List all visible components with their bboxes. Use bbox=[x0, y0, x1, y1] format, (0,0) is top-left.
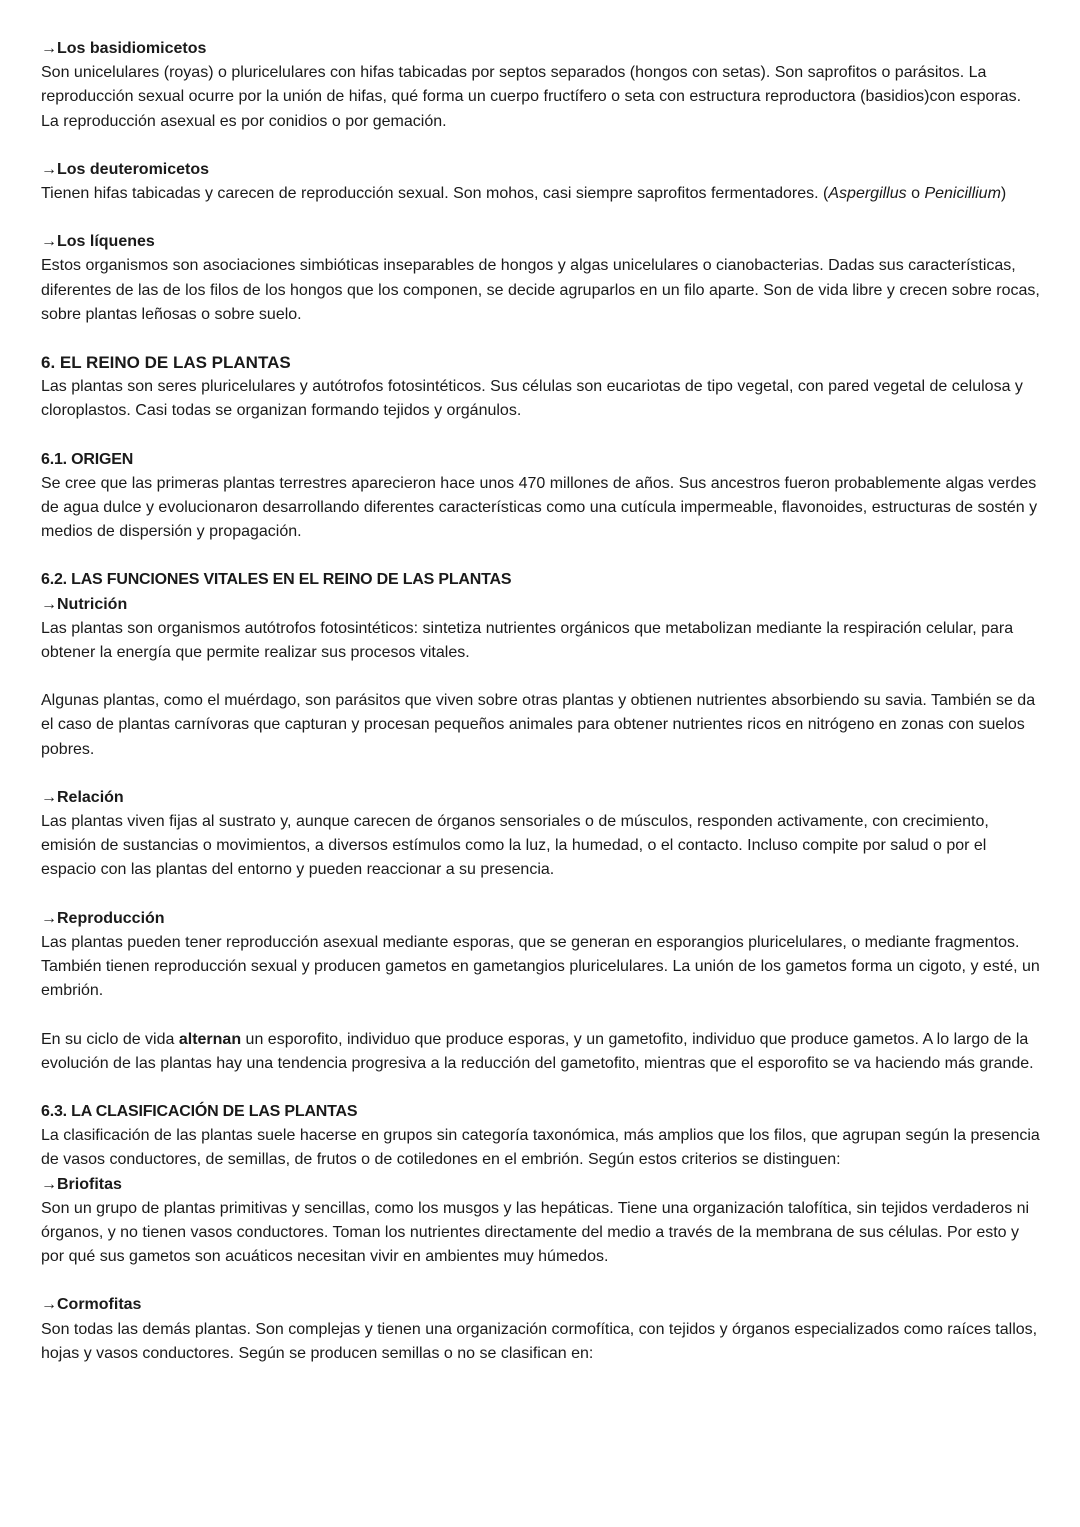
penicillium-name: Penicillium bbox=[924, 185, 1001, 203]
basidiomicetos-heading-text: Los basidiomicetos bbox=[57, 40, 207, 57]
liquenes-heading bbox=[41, 230, 1041, 254]
arrow-icon: → bbox=[41, 233, 57, 251]
arrow-icon: → bbox=[41, 40, 57, 57]
reproduccion-p2-end: un esporofito, individuo que produce esporas, y un gametofito, individuo que produce gametos. A lo largo de la evolución de las plantas hay una tendencia progresiva a la reducción del gametofito, mientras que el esporofito se va haciendo más grande. bbox=[41, 1030, 1034, 1072]
arrow-icon: → bbox=[41, 909, 57, 927]
arrow-icon: → bbox=[41, 595, 57, 613]
briofitas-heading-text: Briofitas bbox=[57, 1175, 122, 1193]
reproduccion-heading bbox=[41, 907, 1041, 931]
aspergillus-name: Aspergillus bbox=[828, 185, 907, 203]
basidiomicetos-heading bbox=[41, 37, 1041, 61]
arrow-icon: → bbox=[41, 788, 57, 806]
arrow-icon: → bbox=[41, 160, 57, 178]
deuteromicetos-text-middle: o bbox=[906, 185, 925, 203]
clasificacion-text: La clasificación de las plantas suele hacerse en grupos sin categoría taxonómica, más amplios que los filos, que agrupan según la presencia de vasos conductores, de semillas, de frutos o de cotiledones en el embrión. Según estos criterios se distinguen: bbox=[41, 1127, 1040, 1169]
reproduccion-paragraph-2 bbox=[41, 1028, 1041, 1076]
deuteromicetos-text-start: Tienen hifas tabicadas y carecen de reproducción sexual. Son mohos, casi siempre saprofitos fermentadores. ( bbox=[41, 185, 829, 203]
deuteromicetos-heading bbox=[41, 158, 1041, 182]
origen-heading: 6.1. ORIGEN bbox=[41, 450, 134, 468]
nutricion-heading bbox=[41, 593, 1041, 617]
nutricion-heading-text: Nutrición bbox=[57, 595, 128, 613]
deuteromicetos-heading-text: Los deuteromicetos bbox=[57, 160, 210, 178]
briofitas-heading bbox=[41, 1173, 1041, 1197]
reino-text: Las plantas son seres pluricelulares y autótrofos fotosintéticos. Sus células son eucariotas de tipo vegetal, con pared vegetal de celulosa y cloroplastos. Casi todas se organizan formando tejidos y orgánulos. bbox=[41, 378, 1023, 420]
relacion-heading-text: Relación bbox=[57, 788, 124, 806]
origen-text: Se cree que las primeras plantas terrestres aparecieron hace unos 470 millones de años. Sus ancestros fueron probablemente algas verdes de agua dulce y evolucionaron desarrollando diferentes características como una cutícula impermeable, flavonoides, estructuras de sostén y medios de dispersión y propagación. bbox=[41, 474, 1038, 541]
funciones-heading: 6.2. LAS FUNCIONES VITALES EN EL REINO DE LAS PLANTAS bbox=[41, 571, 512, 589]
cormofitas-heading-text: Cormofitas bbox=[57, 1296, 142, 1314]
document-page bbox=[41, 37, 1041, 1366]
reproduccion-heading-text: Reproducción bbox=[57, 909, 165, 927]
briofitas-text: Son un grupo de plantas primitivas y sencillas, como los musgos y las hepáticas. Tiene una organización talofítica, sin tejidos verdaderos ni órganos, y no tienen vasos conductores. Toman los nutrientes directamente del medio a través de la membrana de sus células. Por esto y por qué sus gametos son acuáticos necesitan vivir en ambientes muy húmedos. bbox=[41, 1199, 1030, 1266]
arrow-icon: → bbox=[41, 1296, 57, 1314]
alternan-bold: alternan bbox=[178, 1030, 242, 1048]
reproduccion-paragraph-1: Las plantas pueden tener reproducción asexual mediante esporas, que se generan en esporangios pluricelulares, o mediante fragmentos. También tienen reproducción sexual y producen gametos en gametangios pluricelulares. La unión de los gametos forma un cigoto, y esté, un embrión. bbox=[41, 933, 1040, 1000]
reproduccion-p2-start: En su ciclo de vida bbox=[41, 1030, 179, 1048]
deuteromicetos-text bbox=[41, 182, 1041, 206]
nutricion-paragraph-2: Algunas plantas, como el muérdago, son parásitos que viven sobre otras plantas y obtienen nutrientes absorbiendo su savia. También se da el caso de plantas carnívoras que capturan y procesan pequeños animales para obtener nutrientes ricos en nitrógeno en zonas con suelos pobres. bbox=[41, 692, 1036, 758]
liquenes-heading-text: Los líquenes bbox=[57, 233, 155, 251]
relacion-heading bbox=[41, 786, 1041, 810]
basidiomicetos-text: Son unicelulares (royas) o pluricelulares con hifas tabicadas por septos separados (hongos con setas). Son saprofitos o parásitos. La reproducción sexual ocurre por la unión de hifas, qué forma un cuerpo fructífero o seta con estructura reproductora (basidios)con esporas. La reproducción asexual es por conidios o por gemación. bbox=[41, 64, 1022, 130]
deuteromicetos-text-end: ) bbox=[1000, 185, 1007, 203]
liquenes-text: Estos organismos son asociaciones simbióticas inseparables de hongos y algas unicelulares o cianobacterias. Dadas sus características, diferentes de las de los filos de los hongos que los componen, se decide agruparlos en un filo aparte. Son de vida libre y crecen sobre rocas, sobre plantas leñosas o sobre suelo. bbox=[41, 257, 1040, 323]
clasificacion-heading: 6.3. LA CLASIFICACIÓN DE LAS PLANTAS bbox=[41, 1102, 358, 1120]
cormofitas-text: Son todas las demás plantas. Son complejas y tienen una organización cormofítica, con tejidos y órganos especializados como raíces tallos, hojas y vasos conductores. Según se producen semillas o no se clasifican en: bbox=[41, 1320, 1038, 1362]
reino-heading: 6. EL REINO DE LAS PLANTAS bbox=[41, 353, 291, 373]
arrow-icon: → bbox=[41, 1175, 57, 1193]
relacion-paragraph: Las plantas viven fijas al sustrato y, aunque carecen de órganos sensoriales o de músculos, responden activamente, con crecimiento, emisión de sustancias o movimientos, a diversos estímulos como la luz, la humedad, o el contacto. Incluso compite por salud o por el espacio con las plantas del entorno y pueden reaccionar a su presencia. bbox=[41, 813, 989, 879]
cormofitas-heading bbox=[41, 1293, 1041, 1317]
nutricion-paragraph-1: Las plantas son organismos autótrofos fotosintéticos: sintetiza nutrientes orgánicos que metabolizan mediante la respiración celular, para obtener la energía que permite realizar sus procesos vitales. bbox=[41, 619, 1014, 662]
